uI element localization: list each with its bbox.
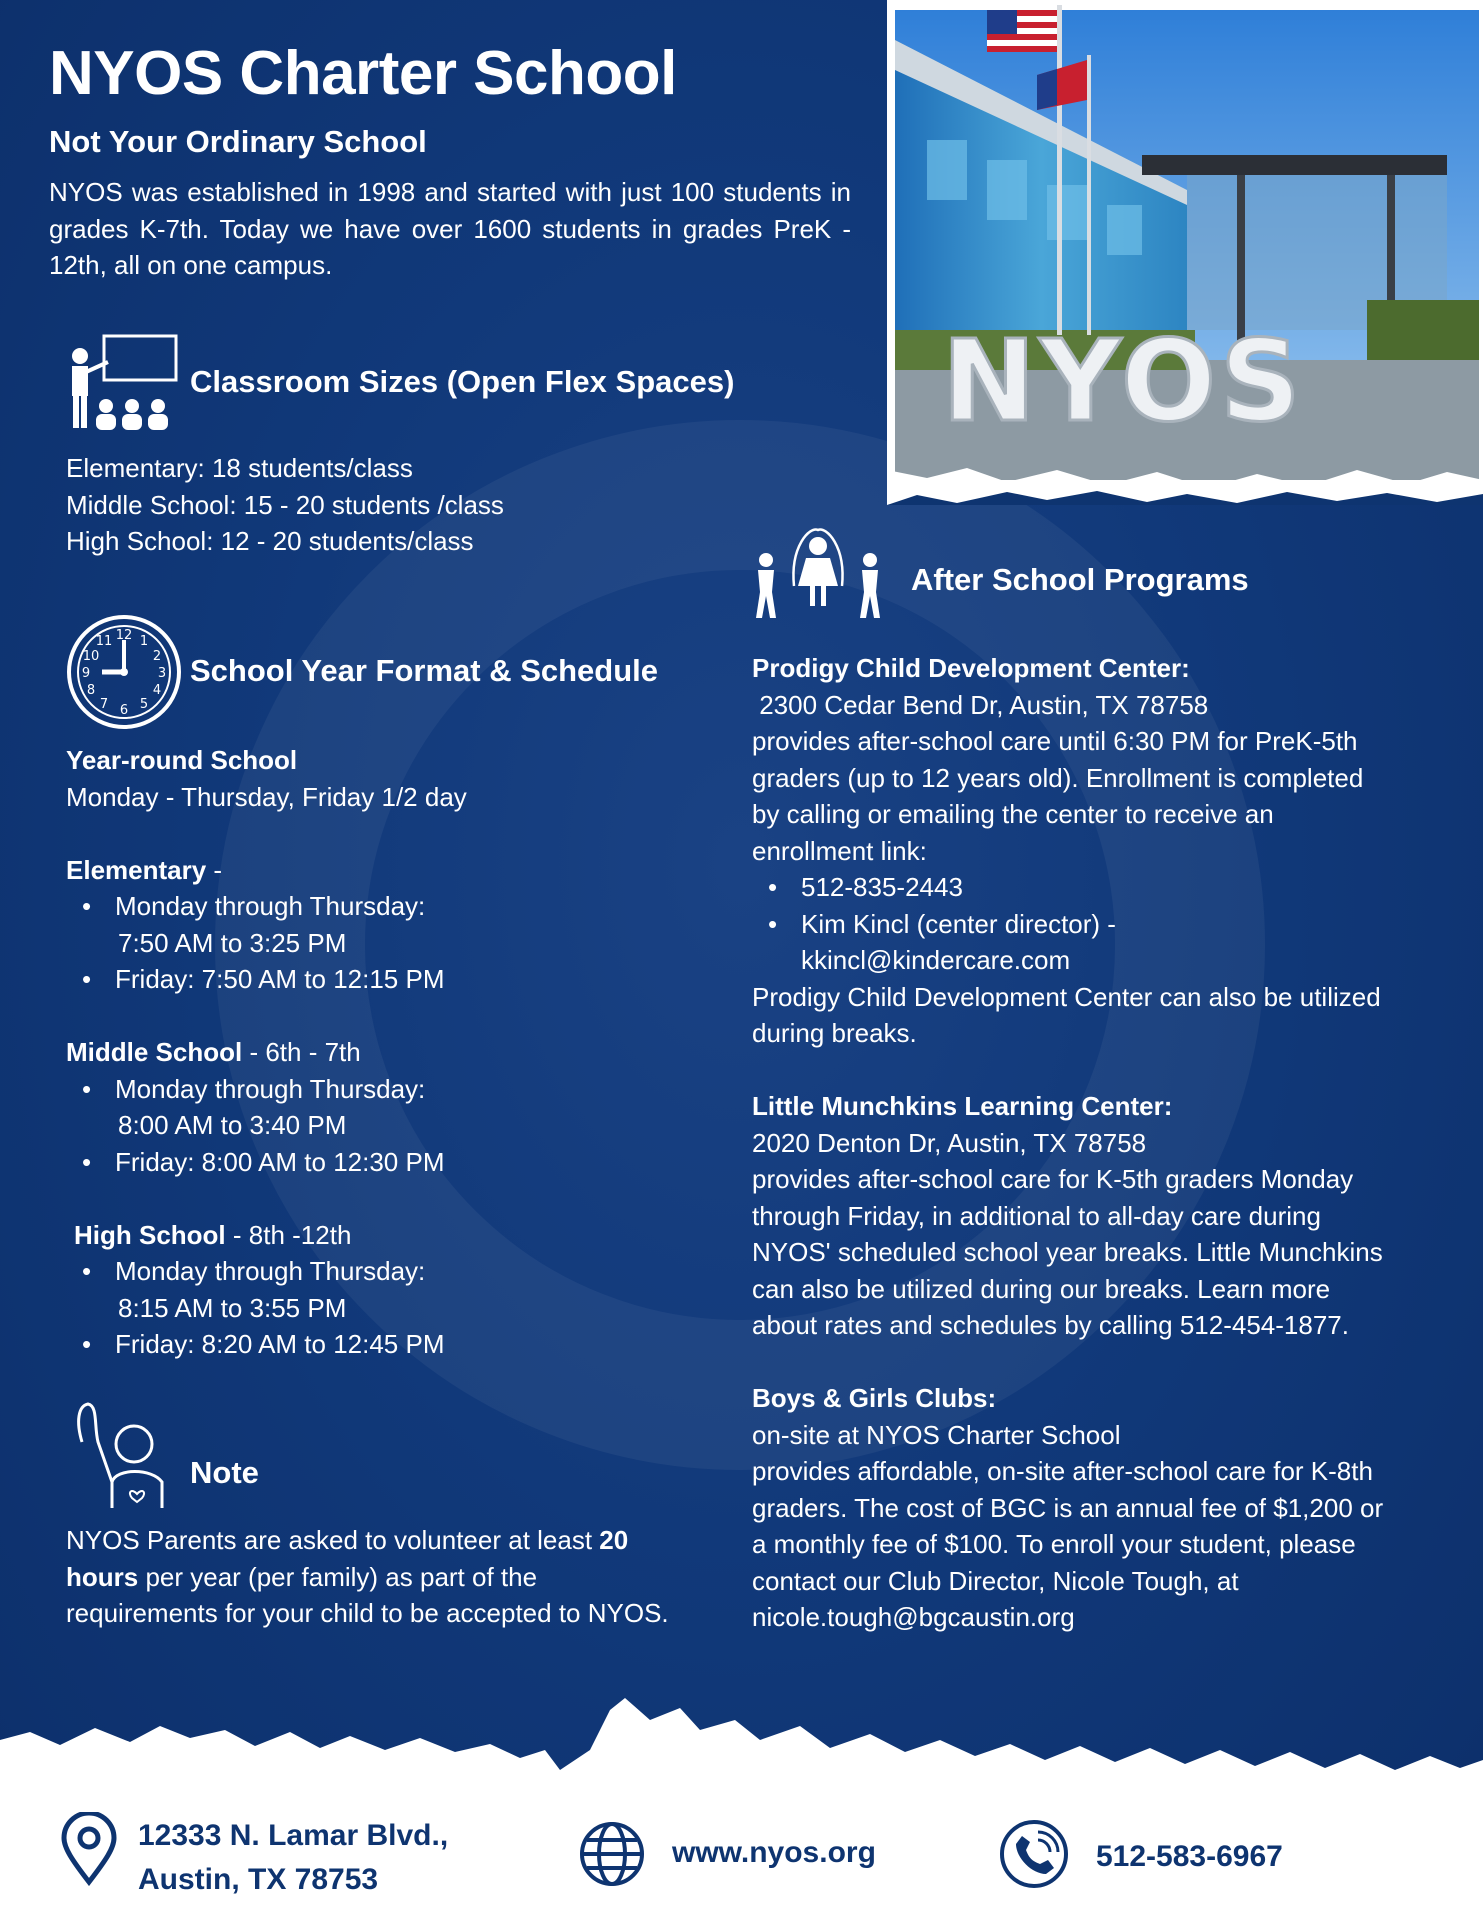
- page-title: NYOS Charter School: [49, 39, 677, 108]
- classroom-sizes-list: [66, 450, 504, 560]
- middle-school-label: Middle School: [66, 1037, 243, 1067]
- address-line1: 12333 N. Lamar Blvd.,: [138, 1819, 449, 1852]
- prodigy-phone: • 512-835-2443: [801, 869, 1392, 906]
- note-heading: Note: [190, 1455, 259, 1490]
- high-friday: • Friday: 8:20 AM to 12:45 PM: [115, 1326, 686, 1363]
- elementary-weekday: • Monday through Thursday: 7:50 AM to 3:25 PM: [115, 888, 686, 961]
- svg-text:8: 8: [86, 683, 96, 698]
- bgc-description: provides affordable, on-site after-school care for K-8th graders. The cost of BGC is an annual fee of $1,200 or a monthly fee of $100. To enroll your student, please contact our Club Director, Nicole Tough, at nicole.tough@bgcaustin.org: [752, 1456, 1384, 1632]
- year-round-label: Year-round School: [66, 745, 298, 775]
- elementary-label: Elementary: [66, 854, 207, 885]
- munchkins-description: provides after-school care for K-5th graders Monday through Friday, in additional to all-day care during NYOS' scheduled school year breaks. Little Munchkins can also be utilized during our breaks. Learn more about rates and schedules by calling 512-454-1877.: [752, 1164, 1383, 1340]
- year-round-text: Monday - Thursday, Friday 1/2 day: [66, 781, 467, 812]
- munchkins-name: Little Munchkins Learning Center:: [752, 1091, 1173, 1121]
- bgc-location: on-site at NYOS Charter School: [752, 1419, 1121, 1450]
- svg-text:3: 3: [157, 666, 167, 681]
- website-link[interactable]: www.nyos.org: [672, 1836, 876, 1869]
- bgc-name: Boys & Girls Clubs:: [752, 1383, 997, 1413]
- svg-text:11: 11: [95, 634, 113, 649]
- munchkins-address: 2020 Denton Dr, Austin, TX 78758: [752, 1127, 1147, 1158]
- classroom-size-high: High School: 12 - 20 students/class: [66, 526, 474, 556]
- after-school-programs: [752, 650, 1392, 1636]
- classroom-size-elementary: Elementary: 18 students/class: [66, 453, 413, 483]
- clock-icon: [66, 614, 182, 730]
- classroom-sizes-heading: Classroom Sizes (Open Flex Spaces): [190, 364, 735, 399]
- prodigy-name: Prodigy Child Development Center:: [752, 653, 1190, 683]
- svg-text:12: 12: [115, 628, 133, 643]
- prodigy-address: 2300 Cedar Bend Dr, Austin, TX 78758: [752, 689, 1209, 720]
- teacher-classroom-icon: [64, 334, 184, 434]
- svg-text:6: 6: [119, 703, 129, 718]
- prodigy-director: • Kim Kincl (center director) - kkincl@kindercare.com: [801, 906, 1392, 979]
- prodigy-email: kkincl@kindercare.com: [801, 945, 1071, 975]
- elementary-friday: • Friday: 7:50 AM to 12:15 PM: [115, 961, 686, 998]
- high-school-label: High School: [74, 1219, 226, 1250]
- volunteer-hours: 20 hours: [66, 1525, 629, 1592]
- location-pin-icon: [60, 1812, 118, 1886]
- children-playing-icon: [750, 526, 886, 622]
- campus-photo: [887, 0, 1483, 505]
- svg-text:7: 7: [99, 697, 109, 712]
- schedule-heading: School Year Format & Schedule: [190, 653, 659, 688]
- nyos-sign: NYOS: [942, 317, 1305, 447]
- svg-text:4: 4: [152, 683, 162, 698]
- high-school-schedule: High School - 8th -12th • Monday through Thursday: 8:15 AM to 3:55 PM • Friday: 8:20 AM to 12:45 PM: [66, 1217, 686, 1363]
- footer-address: [138, 1814, 448, 1902]
- middle-school-schedule: Middle School - 6th - 7th • Monday through Thursday: 8:00 AM to 3:40 PM • Friday: 8:00 AM to 12:30 PM: [66, 1034, 686, 1180]
- address-line2: Austin, TX 78753: [138, 1863, 379, 1896]
- after-school-heading: After School Programs: [911, 562, 1249, 597]
- phone-icon: [998, 1818, 1070, 1890]
- svg-text:5: 5: [139, 697, 149, 712]
- phone-number[interactable]: 512-583-6967: [1096, 1840, 1283, 1873]
- munchkins-program: [752, 1088, 1392, 1344]
- page-subtitle: Not Your Ordinary School: [49, 124, 427, 159]
- prodigy-program: [752, 650, 1392, 1052]
- bgc-program: [752, 1380, 1392, 1636]
- svg-text:1: 1: [139, 634, 149, 649]
- note-paragraph: NYOS Parents are asked to volunteer at least 20 hours per year (per family) as part of the requirements for your child to be accepted to NYOS.: [66, 1525, 669, 1628]
- middle-friday: • Friday: 8:00 AM to 12:30 PM: [115, 1144, 686, 1181]
- elementary-schedule: Elementary - • Monday through Thursday: 7:50 AM to 3:25 PM • Friday: 7:50 AM to 12:15 PM: [66, 852, 686, 998]
- svg-text:2: 2: [152, 649, 162, 664]
- schedule-details: [66, 742, 686, 1363]
- globe-icon: [578, 1820, 646, 1888]
- prodigy-description: provides after-school care until 6:30 PM for PreK-5th graders (up to 12 years old). Enrollment is completed by calling or emailing the center to receive an enrollment link:: [752, 726, 1364, 866]
- svg-text:10: 10: [82, 649, 100, 664]
- raised-hand-icon: [72, 1402, 172, 1512]
- intro-paragraph: NYOS was established in 1998 and started with just 100 students in grades K-7th. Today we have over 1600 students in grades PreK - 12th, all on one campus.: [49, 177, 851, 280]
- middle-weekday: • Monday through Thursday: 8:00 AM to 3:40 PM: [115, 1071, 686, 1144]
- high-weekday: • Monday through Thursday: 8:15 AM to 3:55 PM: [115, 1253, 686, 1326]
- prodigy-footer: Prodigy Child Development Center can also be utilized during breaks.: [752, 981, 1381, 1048]
- classroom-size-middle: Middle School: 15 - 20 students /class: [66, 489, 504, 520]
- svg-text:9: 9: [81, 666, 91, 681]
